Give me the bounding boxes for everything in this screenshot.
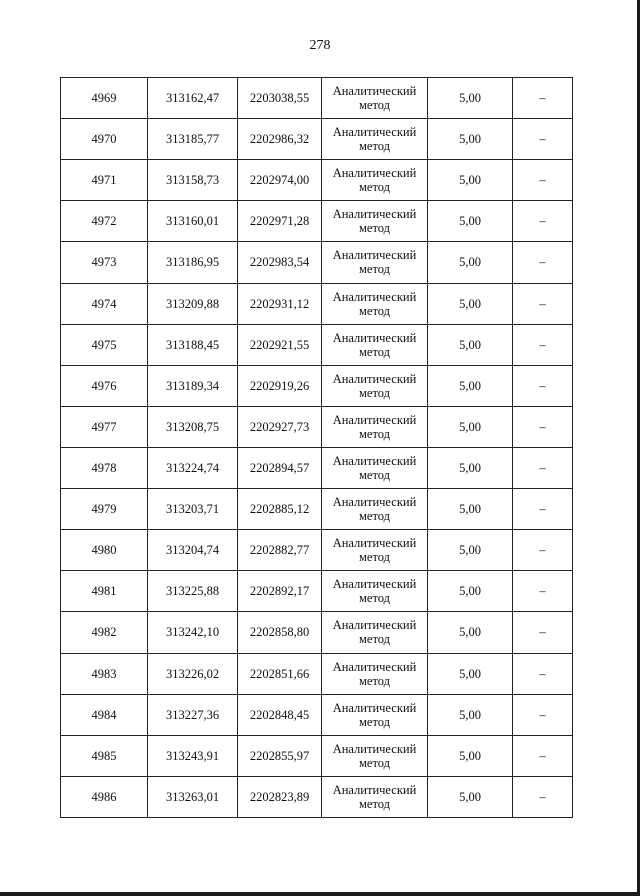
y-coordinate-cell: 2202855,97 — [238, 735, 322, 776]
note-cell: – — [513, 612, 573, 653]
method-cell: Аналитический метод — [322, 406, 428, 447]
error-cell: 5,00 — [428, 653, 513, 694]
note-cell: – — [513, 406, 573, 447]
table-row — [61, 612, 573, 653]
table-row — [61, 735, 573, 776]
y-coordinate-cell: 2202851,66 — [238, 653, 322, 694]
x-coordinate-cell: 313158,73 — [148, 160, 238, 201]
note-cell: – — [513, 735, 573, 776]
note-cell: – — [513, 776, 573, 817]
table-row — [61, 283, 573, 324]
x-coordinate-cell: 313225,88 — [148, 571, 238, 612]
point-number-cell: 4979 — [61, 489, 148, 530]
point-number-cell: 4978 — [61, 447, 148, 488]
x-coordinate-cell: 313224,74 — [148, 447, 238, 488]
point-number-cell: 4975 — [61, 324, 148, 365]
table-row — [61, 571, 573, 612]
table-row — [61, 365, 573, 406]
table-row — [61, 406, 573, 447]
table-row — [61, 653, 573, 694]
error-cell: 5,00 — [428, 365, 513, 406]
table-row — [61, 694, 573, 735]
x-coordinate-cell: 313242,10 — [148, 612, 238, 653]
error-cell: 5,00 — [428, 776, 513, 817]
table-row — [61, 447, 573, 488]
method-cell: Аналитический метод — [322, 489, 428, 530]
error-cell: 5,00 — [428, 324, 513, 365]
table-row — [61, 324, 573, 365]
error-cell: 5,00 — [428, 489, 513, 530]
method-cell: Аналитический метод — [322, 324, 428, 365]
error-cell: 5,00 — [428, 735, 513, 776]
y-coordinate-cell: 2202885,12 — [238, 489, 322, 530]
table-row — [61, 489, 573, 530]
table-row — [61, 78, 573, 119]
note-cell: – — [513, 694, 573, 735]
error-cell: 5,00 — [428, 283, 513, 324]
x-coordinate-cell: 313188,45 — [148, 324, 238, 365]
method-cell: Аналитический метод — [322, 365, 428, 406]
x-coordinate-cell: 313263,01 — [148, 776, 238, 817]
x-coordinate-cell: 313189,34 — [148, 365, 238, 406]
error-cell: 5,00 — [428, 530, 513, 571]
y-coordinate-cell: 2202823,89 — [238, 776, 322, 817]
table-body — [61, 78, 573, 818]
error-cell: 5,00 — [428, 201, 513, 242]
y-coordinate-cell: 2203038,55 — [238, 78, 322, 119]
x-coordinate-cell: 313208,75 — [148, 406, 238, 447]
y-coordinate-cell: 2202983,54 — [238, 242, 322, 283]
note-cell: – — [513, 365, 573, 406]
y-coordinate-cell: 2202848,45 — [238, 694, 322, 735]
y-coordinate-cell: 2202858,80 — [238, 612, 322, 653]
point-number-cell: 4985 — [61, 735, 148, 776]
table-row — [61, 160, 573, 201]
note-cell: – — [513, 201, 573, 242]
point-number-cell: 4980 — [61, 530, 148, 571]
error-cell: 5,00 — [428, 447, 513, 488]
y-coordinate-cell: 2202974,00 — [238, 160, 322, 201]
method-cell: Аналитический метод — [322, 571, 428, 612]
point-number-cell: 4986 — [61, 776, 148, 817]
note-cell: – — [513, 324, 573, 365]
method-cell: Аналитический метод — [322, 78, 428, 119]
table-row — [61, 201, 573, 242]
note-cell: – — [513, 489, 573, 530]
note-cell: – — [513, 571, 573, 612]
y-coordinate-cell: 2202921,55 — [238, 324, 322, 365]
method-cell: Аналитический метод — [322, 447, 428, 488]
table-row — [61, 242, 573, 283]
point-number-cell: 4982 — [61, 612, 148, 653]
table-row — [61, 119, 573, 160]
y-coordinate-cell: 2202931,12 — [238, 283, 322, 324]
x-coordinate-cell: 313160,01 — [148, 201, 238, 242]
error-cell: 5,00 — [428, 160, 513, 201]
point-number-cell: 4973 — [61, 242, 148, 283]
point-number-cell: 4974 — [61, 283, 148, 324]
method-cell: Аналитический метод — [322, 653, 428, 694]
x-coordinate-cell: 313203,71 — [148, 489, 238, 530]
table-row — [61, 776, 573, 817]
method-cell: Аналитический метод — [322, 242, 428, 283]
x-coordinate-cell: 313204,74 — [148, 530, 238, 571]
error-cell: 5,00 — [428, 78, 513, 119]
method-cell: Аналитический метод — [322, 530, 428, 571]
x-coordinate-cell: 313186,95 — [148, 242, 238, 283]
page-number: 278 — [309, 38, 331, 53]
method-cell: Аналитический метод — [322, 612, 428, 653]
point-number-cell: 4969 — [61, 78, 148, 119]
y-coordinate-cell: 2202892,17 — [238, 571, 322, 612]
x-coordinate-cell: 313162,47 — [148, 78, 238, 119]
method-cell: Аналитический метод — [322, 160, 428, 201]
x-coordinate-cell: 313209,88 — [148, 283, 238, 324]
point-number-cell: 4972 — [61, 201, 148, 242]
note-cell: – — [513, 119, 573, 160]
error-cell: 5,00 — [428, 571, 513, 612]
x-coordinate-cell: 313185,77 — [148, 119, 238, 160]
table-row — [61, 530, 573, 571]
error-cell: 5,00 — [428, 119, 513, 160]
y-coordinate-cell: 2202986,32 — [238, 119, 322, 160]
y-coordinate-cell: 2202894,57 — [238, 447, 322, 488]
x-coordinate-cell: 313227,36 — [148, 694, 238, 735]
method-cell: Аналитический метод — [322, 283, 428, 324]
point-number-cell: 4977 — [61, 406, 148, 447]
note-cell: – — [513, 78, 573, 119]
note-cell: – — [513, 530, 573, 571]
y-coordinate-cell: 2202882,77 — [238, 530, 322, 571]
method-cell: Аналитический метод — [322, 201, 428, 242]
error-cell: 5,00 — [428, 242, 513, 283]
note-cell: – — [513, 242, 573, 283]
method-cell: Аналитический метод — [322, 776, 428, 817]
note-cell: – — [513, 653, 573, 694]
point-number-cell: 4984 — [61, 694, 148, 735]
error-cell: 5,00 — [428, 694, 513, 735]
point-number-cell: 4971 — [61, 160, 148, 201]
note-cell: – — [513, 283, 573, 324]
y-coordinate-cell: 2202919,26 — [238, 365, 322, 406]
point-number-cell: 4976 — [61, 365, 148, 406]
y-coordinate-cell: 2202927,73 — [238, 406, 322, 447]
note-cell: – — [513, 447, 573, 488]
coordinates-table — [60, 77, 573, 818]
x-coordinate-cell: 313243,91 — [148, 735, 238, 776]
point-number-cell: 4981 — [61, 571, 148, 612]
note-cell: – — [513, 160, 573, 201]
point-number-cell: 4983 — [61, 653, 148, 694]
point-number-cell: 4970 — [61, 119, 148, 160]
error-cell: 5,00 — [428, 612, 513, 653]
y-coordinate-cell: 2202971,28 — [238, 201, 322, 242]
method-cell: Аналитический метод — [322, 735, 428, 776]
method-cell: Аналитический метод — [322, 694, 428, 735]
error-cell: 5,00 — [428, 406, 513, 447]
x-coordinate-cell: 313226,02 — [148, 653, 238, 694]
method-cell: Аналитический метод — [322, 119, 428, 160]
